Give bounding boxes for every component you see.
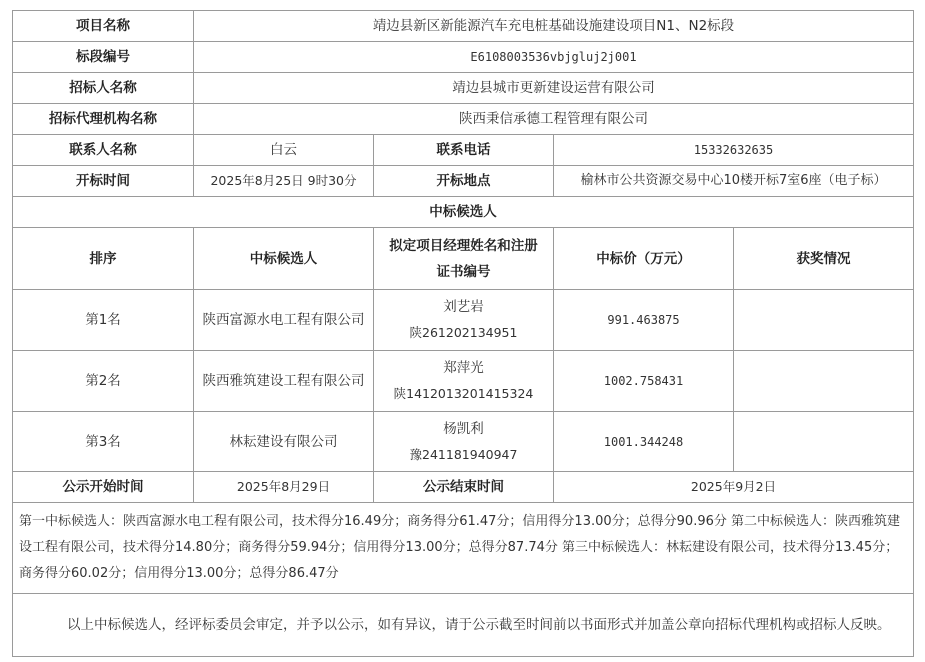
section-no-value: E6108003536vbjgluj2j001 [194,42,914,73]
notice-text: 以上中标候选人，经评标委员会审定，并予以公示，如有异议，请于公示截至时间前以书面形式并加盖公章向招标代理机构或招标人反映。 [67,616,891,633]
rank-header: 排序 [13,228,194,290]
publicity-end-value: 2025年9月2日 [554,472,914,503]
agency-label: 招标代理机构名称 [13,104,194,135]
candidate-name: 陕西雅筑建设工程有限公司 [194,351,374,412]
tenderer-value: 靖边县城市更新建设运营有限公司 [194,73,914,104]
row-agency [13,104,914,135]
open-time-label: 开标时间 [13,166,194,197]
candidate-awards [734,290,914,351]
candidate-awards [734,412,914,472]
row-scores [13,503,914,594]
price-header: 中标价（万元） [554,228,734,290]
manager-name: 郑萍光 [443,360,484,376]
table-row [13,351,914,412]
candidate-price: 991.463875 [554,290,734,351]
manager-name: 杨凯利 [443,420,484,437]
manager-cert: 豫241181940947 [409,446,518,462]
project-name-value: 靖边县新区新能源汽车充电桩基础设施建设项目N1、N2标段 [194,11,914,42]
phone-label: 联系电话 [374,135,554,166]
manager-cert: 陕1412013201415324 [393,386,534,401]
notice-cell [13,594,914,657]
row-project-name [13,11,914,42]
table-row [13,290,914,351]
manager-header [374,228,554,290]
candidate-rank: 第3名 [13,412,194,472]
candidates-title: 中标候选人 [13,197,914,228]
candidate-header: 中标候选人 [194,228,374,290]
candidate-awards [734,351,914,412]
agency-value: 陕西秉信承德工程管理有限公司 [194,104,914,135]
manager-cert: 陕261202134951 [409,325,518,340]
manager-header-line2: 证书编号 [436,263,491,280]
row-open [13,166,914,197]
candidate-rank: 第2名 [13,351,194,412]
row-candidates-header [13,228,914,290]
candidate-manager [374,290,554,351]
candidate-manager [374,412,554,472]
open-place-value: 榆林市公共资源交易中心10楼开标7室6座（电子标） [554,166,914,197]
manager-header-line1: 拟定项目经理姓名和注册 [389,237,538,254]
publicity-start-label: 公示开始时间 [13,472,194,503]
contact-value: 白云 [194,135,374,166]
awards-header: 获奖情况 [734,228,914,290]
publicity-start-value: 2025年8月29日 [194,472,374,503]
row-publicity [13,472,914,503]
open-time-value: 2025年8月25日 9时30分 [194,166,374,197]
section-no-label: 标段编号 [13,42,194,73]
open-place-label: 开标地点 [374,166,554,197]
tenderer-label: 招标人名称 [13,73,194,104]
candidate-price: 1001.344248 [554,412,734,472]
candidate-rank: 第1名 [13,290,194,351]
manager-name: 刘艺岩 [443,299,484,315]
candidate-manager [374,351,554,412]
candidate-name: 林耘建设有限公司 [194,412,374,472]
row-section-no [13,42,914,73]
row-candidates-title [13,197,914,228]
publicity-end-label: 公示结束时间 [374,472,554,503]
contact-label: 联系人名称 [13,135,194,166]
table-row [13,412,914,472]
scores-text: 第一中标候选人：陕西富源水电工程有限公司，技术得分16.49分；商务得分61.47分；信用得分13.00分；总得分90.96分 第二中标候选人：陕西雅筑建设工程有限公司，技术得分14.80分；商务得分59.94分；信用得分13.00分；总得分87.74分 第三中标候选人：林耘建设有限公司，技术得分13.45分；商务得分60.02分；信用得分13.00分；总得分86.47分 [13,503,914,594]
candidate-name: 陕西富源水电工程有限公司 [194,290,374,351]
row-contact [13,135,914,166]
row-tenderer [13,73,914,104]
row-notice [13,594,914,657]
bid-result-table [12,10,914,657]
candidate-price: 1002.758431 [554,351,734,412]
project-name-label: 项目名称 [13,11,194,42]
phone-value: 15332632635 [554,135,914,166]
